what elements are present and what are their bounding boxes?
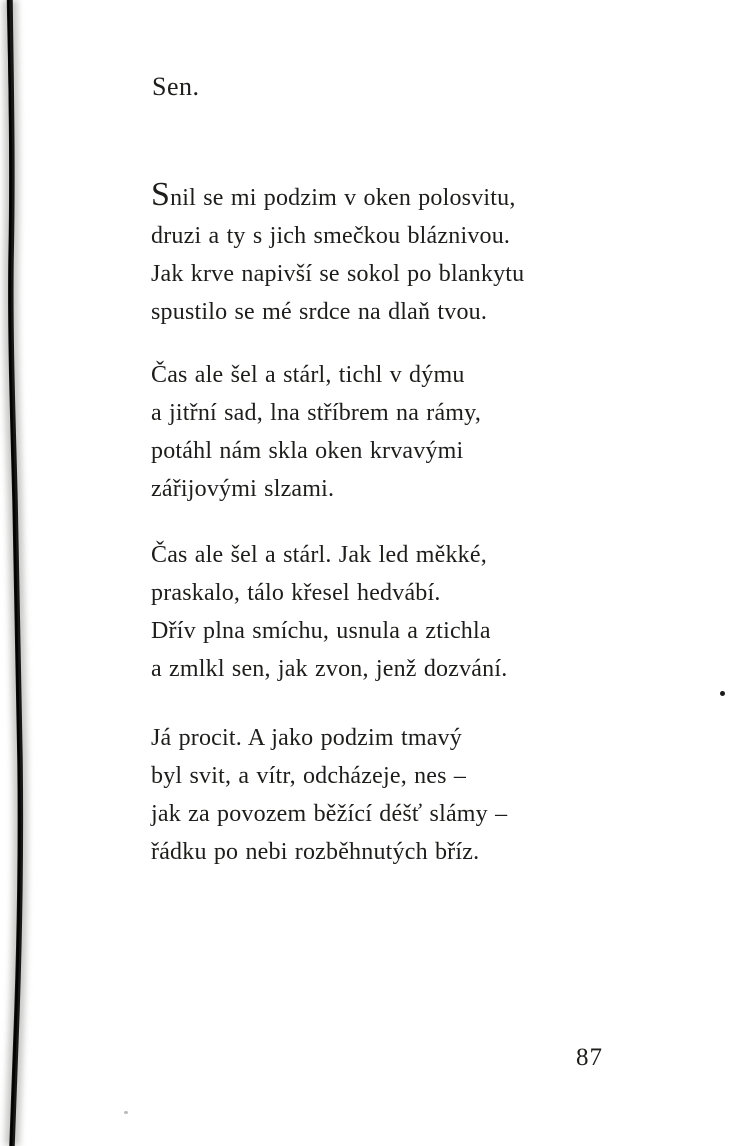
poem-line: Snil se mi podzim v oken polosvitu, [151, 176, 516, 213]
poem-line: potáhl nám skla oken krvavými [151, 438, 464, 464]
poem-title: Sen. [152, 72, 200, 101]
poem-line: Jak krve napivší se sokol po blankytu [151, 261, 525, 287]
poem-stanza [151, 536, 671, 688]
poem-line: Já procit. A jako podzim tmavý [151, 725, 462, 751]
poem-line: druzi a ty s jich smečkou bláznivou. [151, 223, 511, 249]
poem-line: jak za povozem běžící déšť slámy – [151, 801, 508, 827]
poem-line: zářijovými slzami. [151, 476, 335, 502]
dust-speck [124, 1111, 128, 1114]
poem-line: a jitřní sad, lna stříbrem na rámy, [151, 400, 482, 426]
poem-line: a zmlkl sen, jak zvon, jenž dozvání. [151, 656, 508, 682]
scan-binding-edge [0, 0, 46, 1146]
poem-line: praskalo, tálo křesel hedvábí. [151, 580, 441, 606]
poem-line: Čas ale šel a stárl. Jak led měkké, [151, 542, 487, 568]
poem-line: spustilo se mé srdce na dlaň tvou. [151, 299, 488, 325]
poem-line: byl svit, a vítr, odcházeje, nes – [151, 763, 467, 789]
poem-stanza [151, 719, 671, 871]
poem-stanza [151, 356, 671, 508]
poem-stanza [151, 176, 671, 331]
poem-line: Čas ale šel a stárl, tichl v dýmu [151, 362, 465, 388]
page-number: 87 [576, 1044, 603, 1071]
poem-line: řádku po nebi rozběhnutých bříz. [151, 839, 480, 865]
poem-line: Dřív plna smíchu, usnula a ztichla [151, 618, 491, 644]
ink-speck [720, 691, 725, 696]
